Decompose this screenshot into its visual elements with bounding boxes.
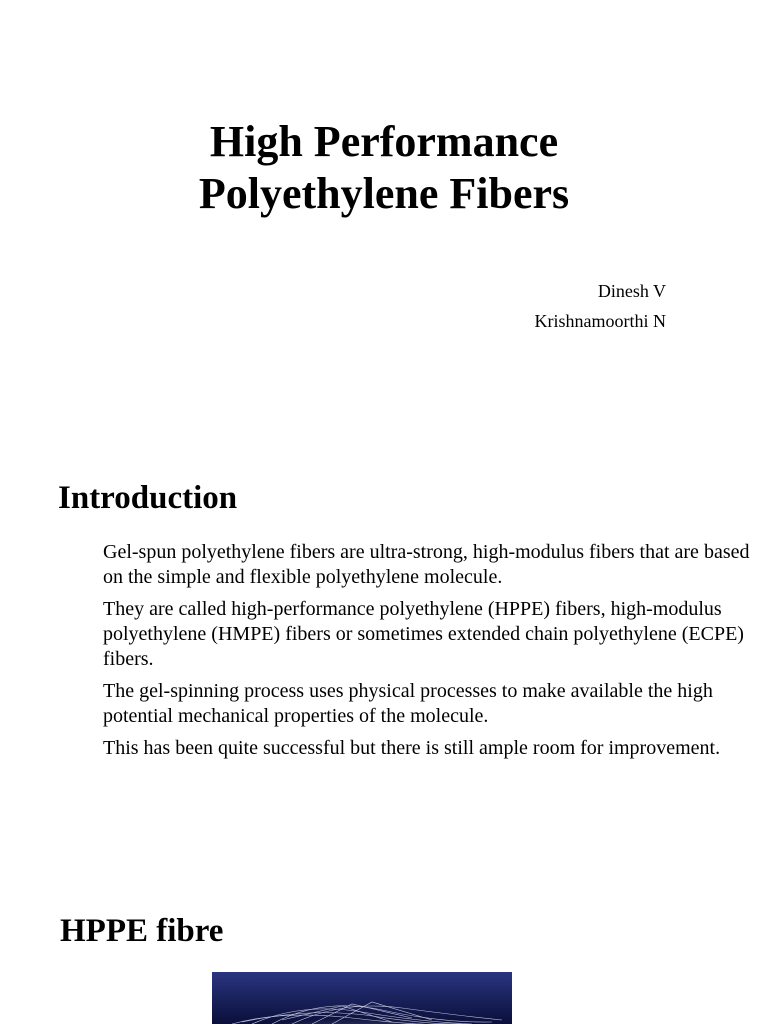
author-list [535, 276, 666, 336]
introduction-heading: Introduction [58, 480, 238, 516]
author-name: Dinesh V [597, 281, 666, 301]
list-item: The gel-spinning process uses physical processes to make available the high potential mechanical properties of the molecule. [103, 680, 713, 727]
title-line-1: High Performance [209, 117, 559, 166]
fibre-photo-graphic [212, 972, 512, 1024]
author-name: Krishnamoorthi N [534, 311, 666, 331]
introduction-list [103, 540, 753, 768]
hppe-fibre-heading: HPPE fibre [60, 913, 224, 949]
list-item: They are called high-performance polyethylene (HPPE) fibers, high-modulus polyethylene (HMPE) fibers or sometimes extended chain polyethylene (ECPE) fibers. [103, 598, 744, 670]
list-item: This has been quite successful but there is still ample room for improvement. [103, 737, 721, 759]
hppe-fibre-photo [212, 972, 512, 1024]
list-item: Gel-spun polyethylene fibers are ultra-strong, high-modulus fibers that are based on the simple and flexible polyethylene molecule. [103, 541, 750, 588]
title-line-2: Polyethylene Fibers [198, 169, 570, 218]
page-title [0, 116, 768, 220]
